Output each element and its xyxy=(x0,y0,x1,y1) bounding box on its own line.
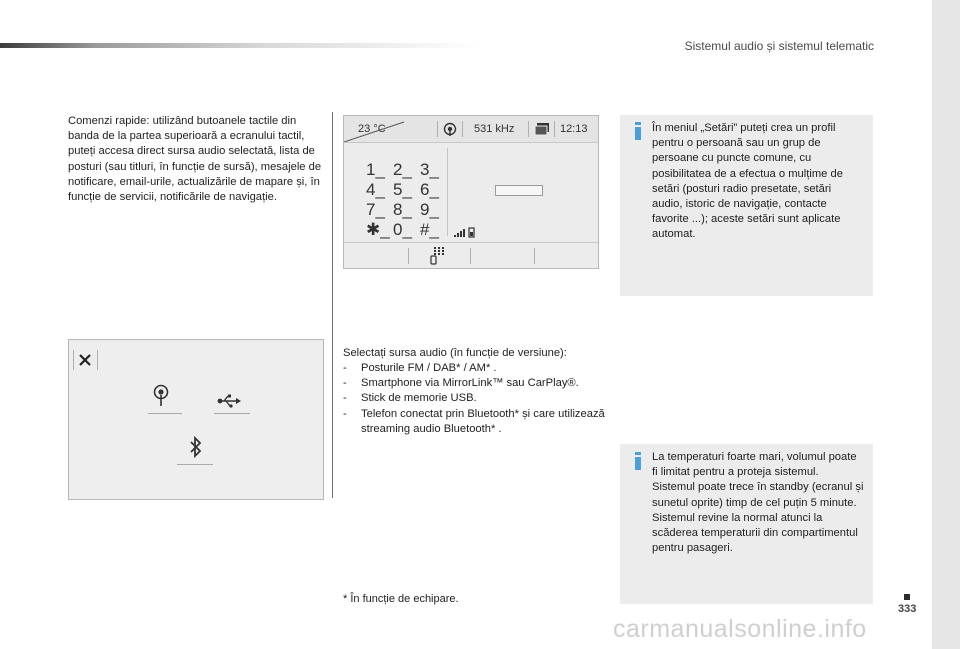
header-rule xyxy=(0,43,480,48)
source-intro: Selectați sursa audio (în funcție de versiune): xyxy=(343,347,567,359)
radio-source-underline xyxy=(148,413,182,414)
frequency-readout: 531 kHz xyxy=(474,123,515,135)
dial-keypad[interactable] xyxy=(366,160,450,240)
key-5[interactable]: 5_ xyxy=(393,180,412,199)
key-4[interactable]: 4_ xyxy=(366,180,385,199)
close-icon[interactable] xyxy=(79,354,91,366)
list-item: - Posturile FM / DAB* / AM* . xyxy=(343,362,497,374)
section-title: Sistemul audio și sistemul telematic xyxy=(684,39,874,53)
footnote: * În funcție de echipare. xyxy=(343,593,459,605)
source-list xyxy=(343,361,615,437)
info-settings-text: În meniul „Setări” puteți crea un profil pentru o persoană sau un grup de persoane cu puncte comune, cu posibilitatea de a efectua o mulțime de setări (posturi radio presetate, setări audio, istoric de navigație, contacte favorite ...); aceste setări sunt aplicate automat. xyxy=(652,122,843,241)
key-9[interactable]: 9_ xyxy=(420,200,439,219)
key-8[interactable]: 8_ xyxy=(393,200,412,219)
radio-icon[interactable] xyxy=(443,122,457,136)
info-icon xyxy=(635,122,641,140)
signal-strength-icon xyxy=(454,226,476,238)
page-number: 333 xyxy=(898,603,917,615)
phone-keypad-screen xyxy=(343,115,599,269)
bluetooth-source-underline xyxy=(177,464,213,465)
radio-source-icon[interactable] xyxy=(153,384,169,408)
usb-icon[interactable] xyxy=(217,394,241,408)
screen-status-bar xyxy=(344,116,598,143)
keypad-row xyxy=(366,220,450,240)
page-sidebar xyxy=(932,0,960,649)
column-divider xyxy=(332,112,333,498)
key-1[interactable]: 1_ xyxy=(366,160,385,179)
page-marker xyxy=(904,594,910,600)
info-temperature-text: La temperaturi foarte mari, volumul poate fi limitat pentru a proteja sistemul. Sistemul poate trece în standby (ecranul și sunetul oprite) timp de cel puțin 5 minute. Sistemul revine la normal atunci la scăderea temperaturii din compartimentul pentru pasageri. xyxy=(652,451,864,555)
key-2[interactable]: 2_ xyxy=(393,160,412,179)
keypad-row xyxy=(366,180,450,200)
keypad-row xyxy=(366,200,450,220)
key-0[interactable]: 0_ xyxy=(393,220,412,239)
info-box-settings xyxy=(620,115,873,296)
watermark: carmanualsonline.info xyxy=(613,615,867,643)
key-7[interactable]: 7_ xyxy=(366,200,385,219)
list-item: - Telefon conectat prin Bluetooth* și care utilizează streaming audio Bluetooth* . xyxy=(343,407,605,435)
quick-commands-text: Comenzi rapide: utilizând butoanele tactile din banda de la partea superioară a ecranului tactil, puteți accesa direct sursa audio selectată, lista de posturi (sau titluri, în funcție de sursă), mesajele de notificare, email-urile, actualizările de mapare și, în funcție de servicii, notificările de navigație. xyxy=(68,115,322,204)
messages-icon[interactable] xyxy=(534,122,550,136)
list-item: - Smartphone via MirrorLink™ sau CarPlay®. xyxy=(343,377,579,390)
usb-source-underline xyxy=(214,413,250,414)
audio-source-screen xyxy=(68,339,324,500)
keypad-phone-icon[interactable] xyxy=(430,247,446,265)
key-hash[interactable]: #_ xyxy=(420,220,439,239)
info-box-temperature xyxy=(620,444,873,604)
info-icon xyxy=(635,452,641,470)
bluetooth-icon[interactable] xyxy=(190,436,202,458)
key-3[interactable]: 3_ xyxy=(420,160,439,179)
screen-bottom-bar xyxy=(344,242,598,269)
keypad-row xyxy=(366,160,450,180)
list-item: - Stick de memorie USB. xyxy=(343,392,477,405)
key-6[interactable]: 6_ xyxy=(420,180,439,199)
temperature-readout: 23 °C xyxy=(358,123,386,135)
clock-readout: 12:13 xyxy=(560,123,588,135)
key-star[interactable]: ✱_ xyxy=(366,220,390,239)
number-display-field xyxy=(495,185,543,196)
